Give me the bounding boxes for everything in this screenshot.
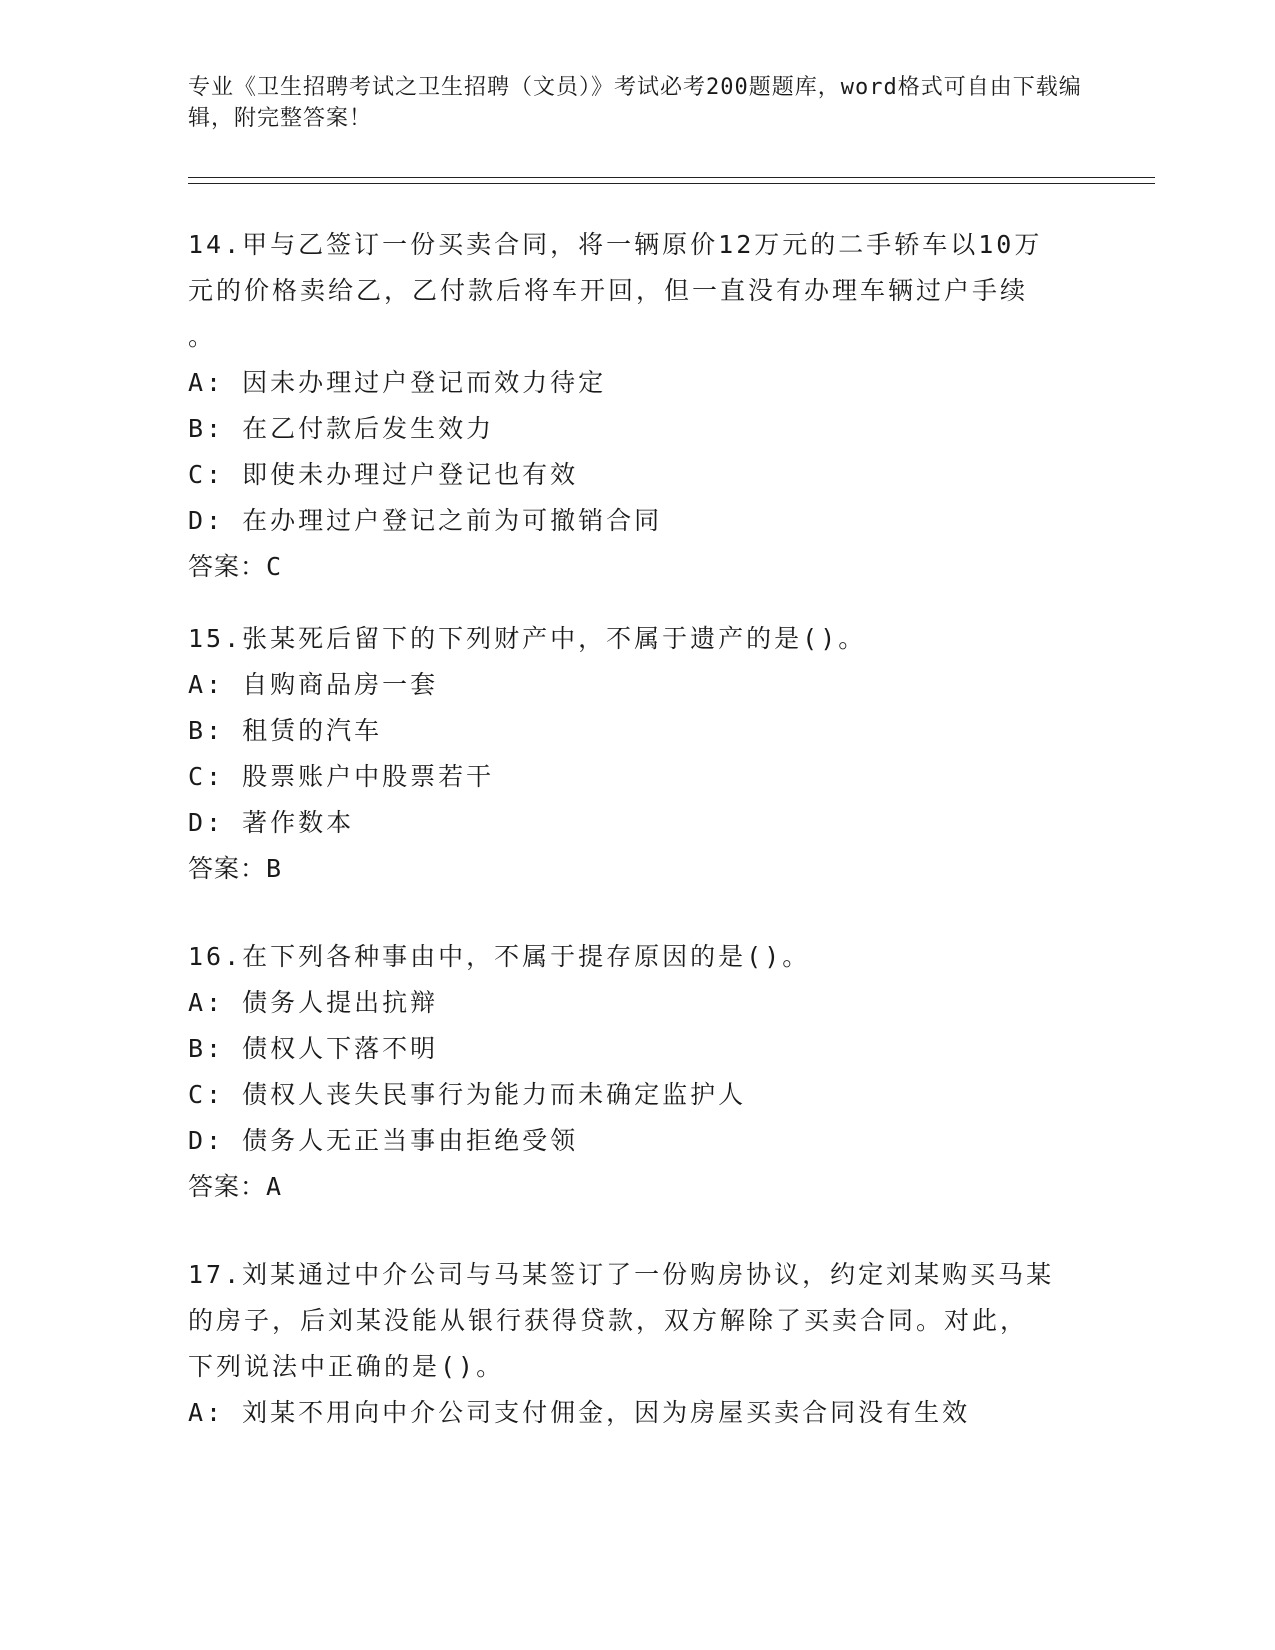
answer: [188, 1164, 1088, 1210]
question-stem-line: 17.刘某通过中介公司与马某签订了一份购房协议，约定刘某购买马某: [188, 1260, 1055, 1289]
answer-label: 答案：: [188, 854, 267, 883]
question-stem-line: 14.甲与乙签订一份买卖合同，将一辆原价12万元的二手轿车以10万: [188, 230, 1043, 259]
question-14: [188, 222, 1088, 590]
option-a: A: 自购商品房一套: [188, 670, 439, 699]
option-d: D: 在办理过户登记之前为可撤销合同: [188, 506, 663, 535]
option-d: D: 债务人无正当事由拒绝受领: [188, 1126, 579, 1155]
option-a: A: 刘某不用向中介公司支付佣金，因为房屋买卖合同没有生效: [188, 1398, 971, 1427]
answer: [188, 544, 1088, 590]
question-stem-line: 16.在下列各种事由中，不属于提存原因的是()。: [188, 942, 811, 971]
option-b: B: 债权人下落不明: [188, 1034, 439, 1063]
header-divider: [188, 177, 1155, 184]
question-16: [188, 934, 1088, 1210]
option-b: B: 在乙付款后发生效力: [188, 414, 495, 443]
question-stem-line: 。: [188, 322, 217, 351]
question-stem-line: 的房子，后刘某没能从银行获得贷款，双方解除了买卖合同。对此，: [188, 1306, 1029, 1335]
answer-value: B: [266, 854, 283, 883]
option-d: D: 著作数本: [188, 808, 355, 837]
document-header: 专业《卫生招聘考试之卫生招聘（文员）》考试必考200题题库，word格式可自由下载编辑，附完整答案！: [188, 75, 1082, 131]
answer-label: 答案：: [188, 552, 267, 581]
option-c: C: 即使未办理过户登记也有效: [188, 460, 579, 489]
answer-value: A: [266, 1172, 283, 1201]
option-c: C: 债权人丧失民事行为能力而未确定监护人: [188, 1080, 747, 1109]
answer: [188, 846, 1088, 892]
question-15: [188, 616, 1088, 892]
question-stem-line: 15.张某死后留下的下列财产中，不属于遗产的是()。: [188, 624, 867, 653]
answer-label: 答案：: [188, 1172, 267, 1201]
question-stem-line: 下列说法中正确的是()。: [188, 1352, 505, 1381]
option-a: A: 债务人提出抗辩: [188, 988, 439, 1017]
question-17: [188, 1252, 1088, 1436]
question-stem-line: 元的价格卖给乙，乙付款后将车开回，但一直没有办理车辆过户手续: [188, 276, 1029, 305]
answer-value: C: [266, 552, 283, 581]
option-a: A: 因未办理过户登记而效力待定: [188, 368, 607, 397]
option-c: C: 股票账户中股票若干: [188, 762, 495, 791]
option-b: B: 租赁的汽车: [188, 716, 383, 745]
